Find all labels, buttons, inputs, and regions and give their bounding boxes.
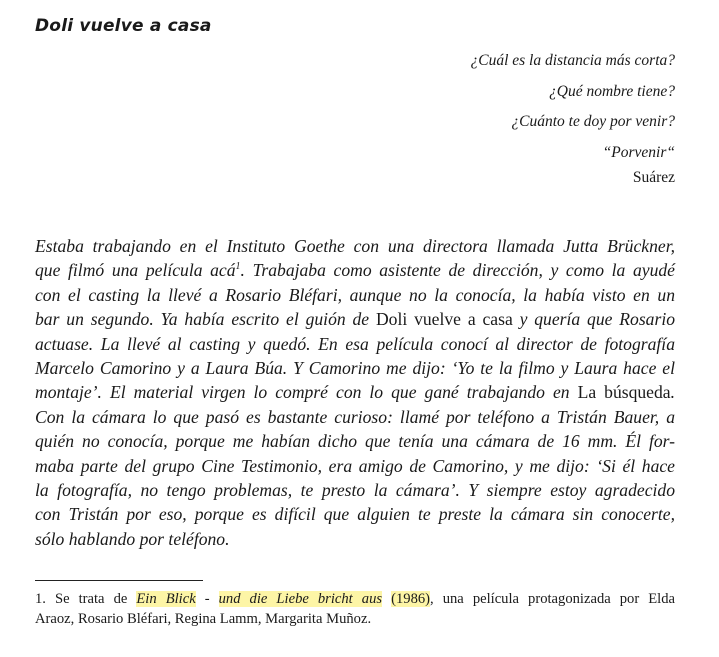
epigraph-line: ¿Qué nombre tiene? — [549, 82, 675, 100]
body-line: con Tristán por eso, porque es difícil que alguien te preste la cámara sin conocerte, — [35, 504, 675, 525]
film-title: La búsqueda — [577, 382, 671, 403]
film-title-highlight: Ein Blick — [136, 591, 196, 607]
body-line: Con la cámara lo que pasó es bastante curioso: llamé por teléfono a Tristán Bauer, a — [35, 406, 675, 427]
body-line: que filmó una película acá$^1$. Trabajaba como asistente de dirección, y como la ayudé — [35, 260, 675, 281]
film-title-highlight: und die Liebe bricht aus — [218, 591, 383, 607]
body-line: bar un segundo. Ya había escrito el guión de Doli vuelve a casa y quería que Rosario — [35, 309, 675, 330]
epigraph — [470, 52, 675, 187]
body-line: actuase. La llevé al casting y quedó. En esa película conocí al director de fotografía — [35, 333, 675, 354]
footnote — [35, 589, 675, 629]
chapter-title: Doli vuelve a casa — [35, 16, 212, 36]
epigraph-line: ¿Cuánto te doy por venir? — [511, 113, 675, 130]
year-highlight: (1986) — [391, 591, 431, 607]
body-line: la fotografía, no tengo problemas, te presto la cámara’. Y siempre estoy agradecido — [35, 480, 675, 501]
body-line: quién no conocía, porque me habían dicho que tenía una cámara de 16 mm. Él for- — [35, 431, 675, 452]
body-line: maba parte del grupo Cine Testimonio, era amigo de Camorino, y me dijo: ‘Si él hace — [35, 455, 675, 476]
film-title: Doli vuelve a casa — [375, 309, 513, 330]
body-line: con el casting la llevé a Rosario Bléfari, aunque no la conocía, la había visto en un — [35, 284, 675, 305]
epigraph-line: ¿Cuál es la distancia más corta? — [470, 52, 675, 69]
body-line: Estaba trabajando en el Instituto Goethe con una directora llamada Jutta Brückner, — [35, 236, 675, 256]
footnote-divider — [35, 580, 203, 581]
body-line: sólo hablando por teléfono. — [35, 528, 230, 549]
epigraph-line: “Porvenir“ — [602, 143, 675, 161]
footnote-ref: 1 — [235, 261, 241, 273]
body-line: montaje’. El material virgen lo compré con lo que gané trabajando en La búsqueda. — [35, 382, 676, 403]
epigraph-author: Suárez — [632, 168, 675, 186]
body-paragraph — [35, 234, 675, 551]
body-line: Marcelo Camorino y a Laura Búa. Y Camorino me dijo: ‘Yo te la filmo y Laura hace el — [35, 358, 675, 379]
footnote-line: 1. Se trata de Ein Blick - und die Liebe bricht aus (1986), una película protagonizada por Elda — [35, 591, 675, 607]
footnote-line: Araoz, Rosario Bléfari, Regina Lamm, Margarita Muñoz. — [35, 611, 372, 627]
